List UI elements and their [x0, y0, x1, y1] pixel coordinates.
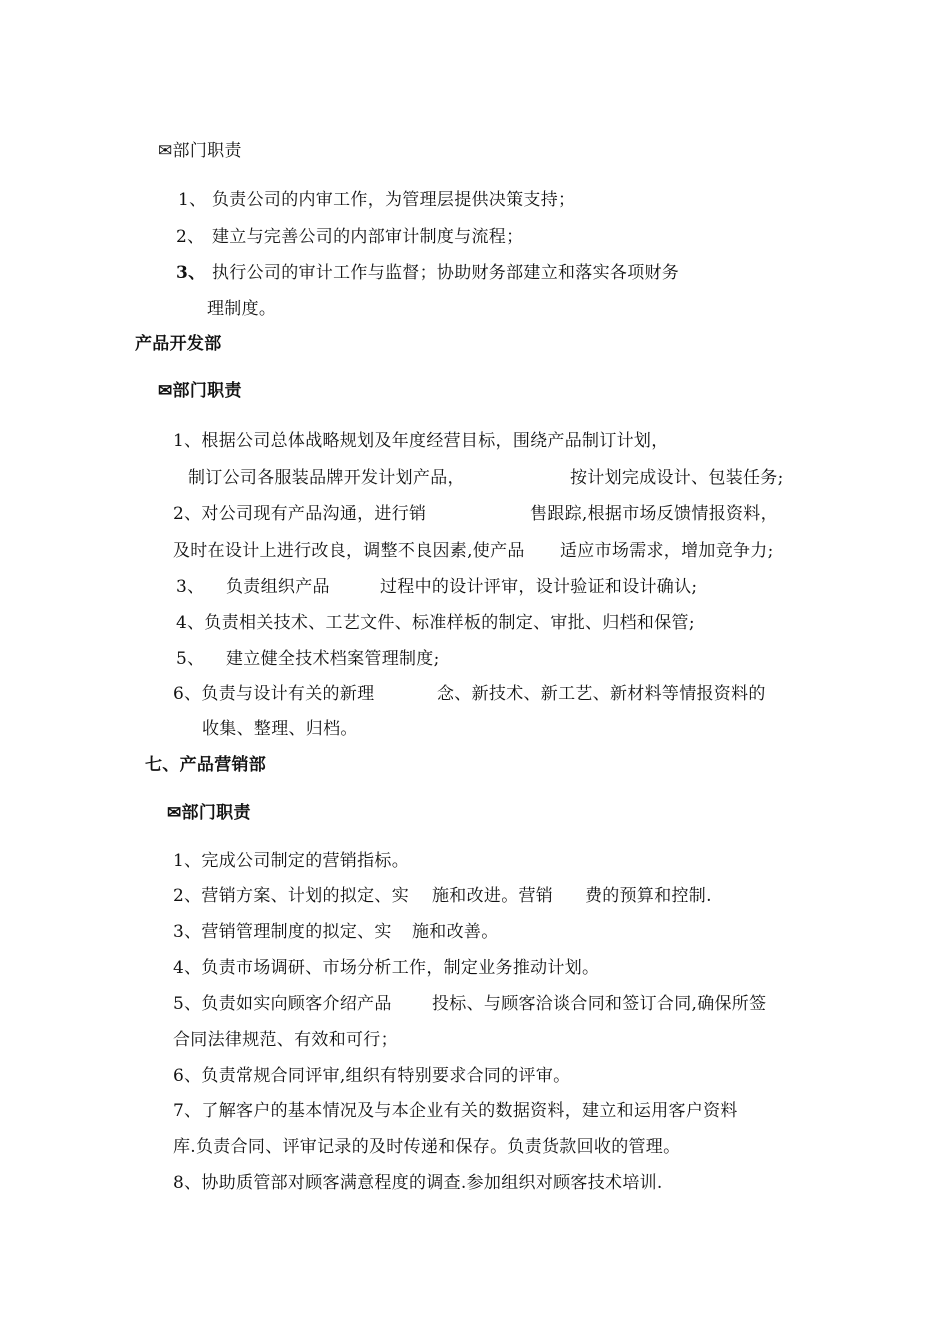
list-item-text: 2、对公司现有产品沟通，进行销 — [173, 504, 427, 524]
list-item-text: 建立与完善公司的内部审计制度与流程； — [212, 227, 524, 247]
list-item-text: 7、了解客户的基本情况及与本企业有关的数据资料，建立和运用客户资料 — [173, 1101, 738, 1121]
list-item-continuation: 理制度。 — [207, 299, 277, 319]
list-item-text: 执行公司的审计工作与监督；协助财务部建立和落实各项财务 — [212, 263, 680, 283]
list-item-text: 6、负责常规合同评审,组织有特别要求合同的评审。 — [173, 1066, 571, 1086]
list-item-text: 念、新技术、新工艺、新材料等情报资料的 — [437, 684, 766, 704]
list-item-text: 6、负责与设计有关的新理 — [173, 684, 375, 704]
list-item-text: 3、营销管理制度的拟定、实 — [173, 922, 392, 942]
list-item-continuation: 合同法律规范、有效和可行； — [173, 1030, 398, 1050]
list-item-text: 5、负责如实向顾客介绍产品 — [173, 994, 392, 1014]
list-item-text: 过程中的设计评审，设计验证和设计确认; — [380, 577, 698, 597]
list-item-text: 施和改进。营销 — [432, 886, 554, 906]
duty-heading: ✉部门职责 — [167, 803, 251, 823]
list-item-text: 8、协助质管部对顾客满意程度的调查.参加组织对顾客技术培训. — [173, 1173, 663, 1193]
list-item-text: 4、负责相关技术、工艺文件、标准样板的制定、审批、归档和保管; — [176, 613, 695, 633]
duty-heading: ✉部门职责 — [158, 381, 242, 401]
list-item-number: 3、 — [176, 577, 205, 597]
duty-heading: ✉部门职责 — [158, 141, 242, 161]
list-item-text: 负责组织产品 — [226, 577, 330, 597]
list-item-number: 3、 — [176, 263, 206, 283]
section-title: 产品开发部 — [135, 334, 222, 354]
list-item-text: 负责公司的内审工作，为管理层提供决策支持； — [212, 190, 576, 210]
list-item-continuation: 收集、整理、归档。 — [202, 719, 358, 739]
list-item-number: 5、 — [176, 649, 205, 669]
list-item-text: 售跟踪,根据市场反馈情报资料， — [530, 504, 778, 524]
list-item-text: 1、根据公司总体战略规划及年度经营目标，围绕产品制订计划， — [173, 431, 669, 451]
list-item-number: 1、 — [178, 190, 207, 210]
list-item-text: 及时在设计上进行改良，调整不良因素,使产品 — [173, 541, 525, 561]
list-item-number: 2、 — [176, 227, 205, 247]
list-item-text: 制订公司各服装品牌开发计划产品， — [188, 468, 465, 488]
list-item-continuation: 库.负责合同、评审记录的及时传递和保存。负责货款回收的管理。 — [173, 1137, 681, 1157]
list-item-text: 1、完成公司制定的营销指标。 — [173, 851, 410, 871]
section-title: 七、产品营销部 — [145, 755, 267, 775]
list-item-text: 施和改善。 — [412, 922, 499, 942]
list-item-text: 4、负责市场调研、市场分析工作，制定业务推动计划。 — [173, 958, 600, 978]
list-item-text: 适应市场需求，增加竞争力; — [560, 541, 774, 561]
list-item-text: 按计划完成设计、包装任务; — [570, 468, 784, 488]
list-item-text: 投标、与顾客洽谈合同和签订合同,确保所签 — [432, 994, 767, 1014]
list-item-text: 费的预算和控制. — [585, 886, 712, 906]
list-item-text: 建立健全技术档案管理制度; — [226, 649, 440, 669]
list-item-text: 2、营销方案、计划的拟定、实 — [173, 886, 410, 906]
